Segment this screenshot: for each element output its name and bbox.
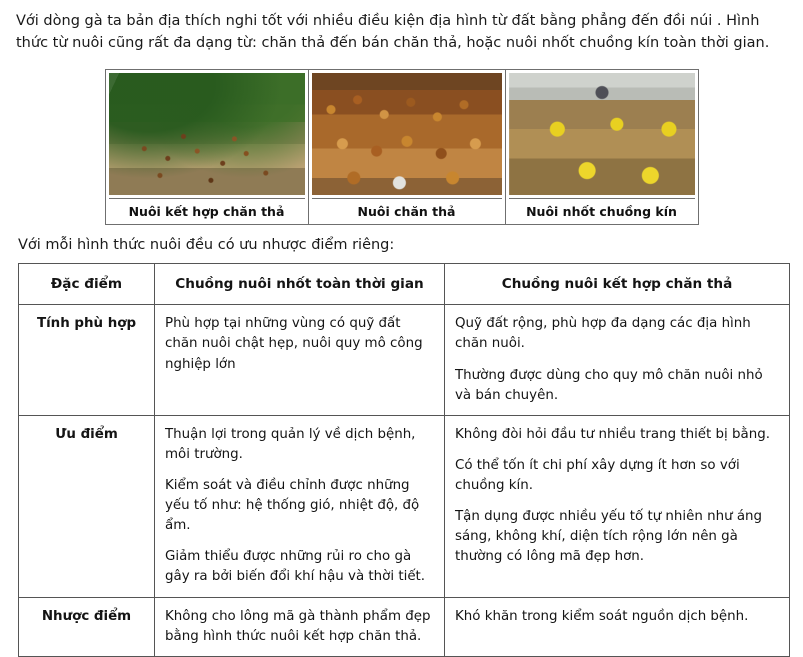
figure-free-range [309, 69, 506, 225]
cell-disadvantages-free [445, 597, 790, 656]
column-header-free-range: Chuồng nuôi kết hợp chăn thả [445, 263, 790, 304]
cell-paragraph: Kiểm soát và điều chỉnh được những yếu tố như: hệ thống gió, nhiệt độ, độ ẩm. [165, 477, 420, 534]
cell-paragraph: Quỹ đất rộng, phù hợp đa dạng các địa hình chăn nuôi. [455, 316, 751, 352]
column-header-feature: Đặc điểm [19, 263, 155, 304]
table-body [19, 305, 790, 656]
figure-row [16, 69, 787, 225]
flock-of-chickens-photo [312, 73, 502, 195]
table-row [19, 415, 790, 597]
closed-house-photo [509, 73, 695, 195]
lead-paragraph: Với mỗi hình thức nuôi đều có ưu nhược điểm riêng: [18, 236, 395, 253]
cell-paragraph: Thường được dùng cho quy mô chăn nuôi nhỏ và bán chuyên. [455, 367, 763, 403]
cell-suitability-closed [155, 305, 445, 415]
cell-paragraph: Có thể tốn ít chi phí xây dựng ít hơn so với chuồng kín. [455, 457, 740, 493]
row-label-advantages: Ưu điểm [19, 415, 155, 597]
cell-paragraph: Không đòi hỏi đầu tư nhiều trang thiết bị bằng. [455, 426, 770, 442]
cell-paragraph: Phù hợp tại những vùng có quỹ đất chăn nuôi chật hẹp, nuôi quy mô công nghiệp lớn [165, 316, 423, 372]
cell-paragraph: Tận dụng được nhiều yếu tố tự nhiên như áng sáng, không khí, diện tích rộng lớn nên gà thường có lông mã đẹp hơn. [455, 509, 763, 565]
cell-paragraph: Khó khăn trong kiểm soát nguồn dịch bệnh. [455, 608, 749, 624]
figure-free-range-combined [105, 69, 309, 225]
figure-caption: Nuôi kết hợp chăn thả [109, 198, 305, 224]
table-header [19, 263, 790, 304]
column-header-closed-house: Chuồng nuôi nhốt toàn thời gian [155, 263, 445, 304]
cell-advantages-free [445, 415, 790, 597]
free-range-yard-photo [109, 73, 305, 195]
figure-caption: Nuôi chăn thả [312, 198, 502, 224]
figure-caption: Nuôi nhốt chuồng kín [509, 198, 695, 224]
cell-disadvantages-closed [155, 597, 445, 656]
cell-paragraph: Thuận lợi trong quản lý về dịch bệnh, môi trường. [165, 426, 416, 462]
row-label-suitability: Tính phù hợp [19, 305, 155, 415]
table-row [19, 305, 790, 415]
intro-paragraph: Với dòng gà ta bản địa thích nghi tốt với nhiều điều kiện địa hình từ đất bằng phẳng đến đồi núi . Hình thức từ nuôi cũng rất đa dạng từ: chăn thả đến bán chăn thả, hoặc nuôi nhốt chuồng kín toàn thời gian. [16, 13, 770, 52]
cell-suitability-free [445, 305, 790, 415]
figure-closed-house [506, 69, 699, 225]
comparison-table [18, 263, 790, 657]
cell-paragraph: Không cho lông mã gà thành phẩm đẹp bằng hình thức nuôi kết hợp chăn thả. [165, 608, 431, 644]
row-label-disadvantages: Nhược điểm [19, 597, 155, 656]
cell-paragraph: Giảm thiểu được những rủi ro cho gà gây ra bởi biến đổi khí hậu và thời tiết. [165, 549, 426, 585]
table-header-row [19, 263, 790, 304]
table-row [19, 597, 790, 656]
cell-advantages-closed [155, 415, 445, 597]
